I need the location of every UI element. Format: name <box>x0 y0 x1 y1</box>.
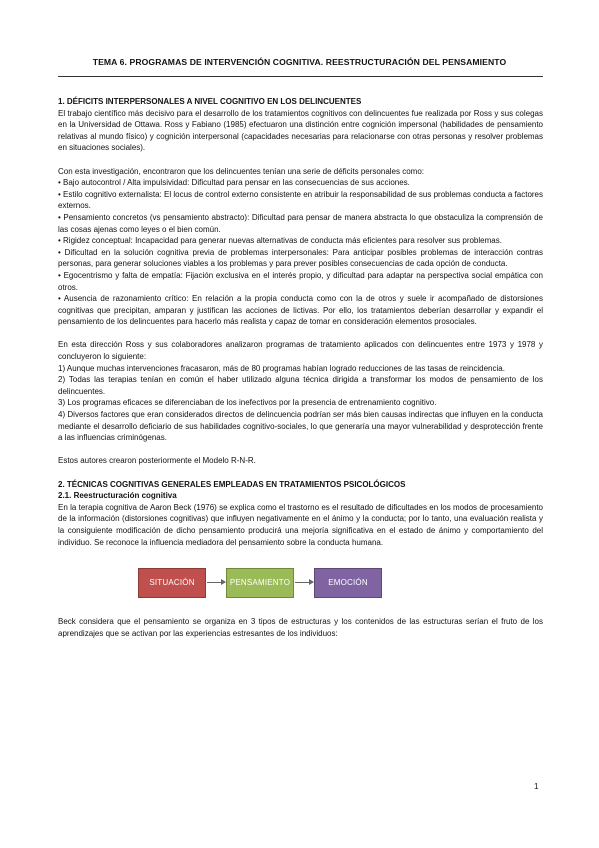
section-1-heading: 1. DÉFICITS INTERPERSONALES A NIVEL COGNITIVO EN LOS DELINCUENTES <box>58 97 362 106</box>
page-title: TEMA 6. PROGRAMAS DE INTERVENCIÓN COGNITIVA. REESTRUCTURACIÓN DEL PENSAMIENTO <box>92 57 507 67</box>
deficit-item: • Estilo cognitivo externalista: El locus de control externo consistente en atribuir la responsabilidad de sus problemas conducta a factores externos. <box>58 189 543 211</box>
flow-diagram <box>138 568 543 598</box>
beck-paragraph: En la terapia cognitiva de Aaron Beck (1976) se explica como el trastorno es el resultado de dificultades en los modos de procesamiento de la información (distorsiones cognitivas) que influyen negativamente en el ánimo y la conducta; por lo tanto, una evaluación realista y la consiguiente modificación de dicho pensamiento producirá una mejoría significativa en el estado de ánimo y comportamiento del individuo. Se reconoce la influencia mediadora del pensamiento sobre la conducta humana. <box>58 502 543 547</box>
deficit-item: • Bajo autocontrol / Alta impulsividad: Dificultad para pensar en las consecuencias de sus acciones. <box>58 178 410 188</box>
document-body <box>58 96 543 639</box>
arrow-right-icon <box>207 582 225 583</box>
conclusion-item: 1) Aunque muchas intervenciones fracasaron, más de 80 programas habían logrado reducciones de las tasas de reincidencia. <box>58 363 505 373</box>
ross-intro: En esta dirección Ross y sus colaboradores analizaron programas de tratamiento aplicados con delincuentes entre 1973 y 1978 y concluyeron lo siguiente: <box>58 340 543 362</box>
beck-structures-paragraph: Beck considera que el pensamiento se organiza en 3 tipos de estructuras y los contenidos de las estructuras serían el fruto de los aprendizajes que se activan por las experiencias estresantes de los individuos: <box>58 617 543 638</box>
section-1-intro: El trabajo científico más decisivo para el desarrollo de los tratamientos cognitivos con delincuentes fue realizada por Ross y sus colegas en la Universidad de Ottawa. Ross y Fabiano (1985) efectuaron una distinción entre cognición impersonal (habilidades de pensamiento relativas al mundo físico) y cognición interpersonal (capacidades necesarias para relacionarse con otras personas y resolver problemas en situaciones sociales). <box>58 108 543 153</box>
deficit-item: • Dificultad en la solución cognitiva previa de problemas interpersonales: Para anticipar posibles problemas de interacción contras personas, para generar soluciones viables a los problemas y para prever posibles consecuencias de cada opción de conducta. <box>58 247 543 269</box>
section-2-heading: 2. TÉCNICAS COGNITIVAS GENERALES EMPLEADAS EN TRATAMIENTOS PSICOLÓGICOS <box>58 479 406 489</box>
conclusion-item: 3) Los programas eficaces se diferenciaban de los inefectivos por la presencia de entrenamiento cognitivo. <box>58 398 437 408</box>
deficits-intro: Con esta investigación, encontraron que los delincuentes tenían una serie de déficits personales como: <box>58 166 425 176</box>
deficit-item: • Egocentrismo y falta de empatía: Fijación exclusiva en el interés propio, y dificultad para adaptar na perspectiva social empática con otros. <box>58 270 543 292</box>
section-1-closing: Estos autores crearon posteriormente el Modelo R-N-R. <box>58 456 256 466</box>
page-number: 1 <box>534 782 539 791</box>
title-divider <box>58 76 543 77</box>
conclusion-item: 4) Diversos factores que eran considerados directos de delincuencia podrían ser más bien causas indirectas que influyen en la conducta mediante el desarrollo deficiario de sus habilidades cognitivo-sociales, lo que generaría una mayor vulnerabilidad y desprotección frente a las influencias criminógenas. <box>58 410 543 443</box>
diagram-box-situacion: SITUACIÓN <box>138 568 206 598</box>
deficit-item: • Rigidez conceptual: Incapacidad para generar nuevas alternativas de conducta más eficientes para resolver sus problemas. <box>58 236 502 246</box>
diagram-box-pensamiento: PENSAMIENTO <box>226 568 294 598</box>
diagram-box-emocion: EMOCIÓN <box>314 568 382 598</box>
arrow-right-icon <box>295 582 313 583</box>
conclusion-item: 2) Todas las terapias tenían en común el haber utilizado alguna técnica dirigida a transformar los modos de pensamiento de los delincuentes. <box>58 375 543 396</box>
deficit-item: • Pensamiento concretos (vs pensamiento abstracto): Dificultad para pensar de manera abstracta lo que obstaculiza la comprensión de las cosas ajenas como leyes o el bien común. <box>58 212 543 234</box>
deficit-item: • Ausencia de razonamiento crítico: En relación a la propia conducta como con la de otros y suele ir acompañado de distorsiones cognitivas que precipitan, amparan y justifican las acciones de lictivas. Por ello, los tratamientos deberían desarrollar y expandir el pensamiento de los delincuentes para hacerlo más realista y capaz de tomar en consideración elementos prosociales. <box>58 294 543 327</box>
section-2-subheading: 2.1. Reestructuración cognitiva <box>58 491 177 501</box>
